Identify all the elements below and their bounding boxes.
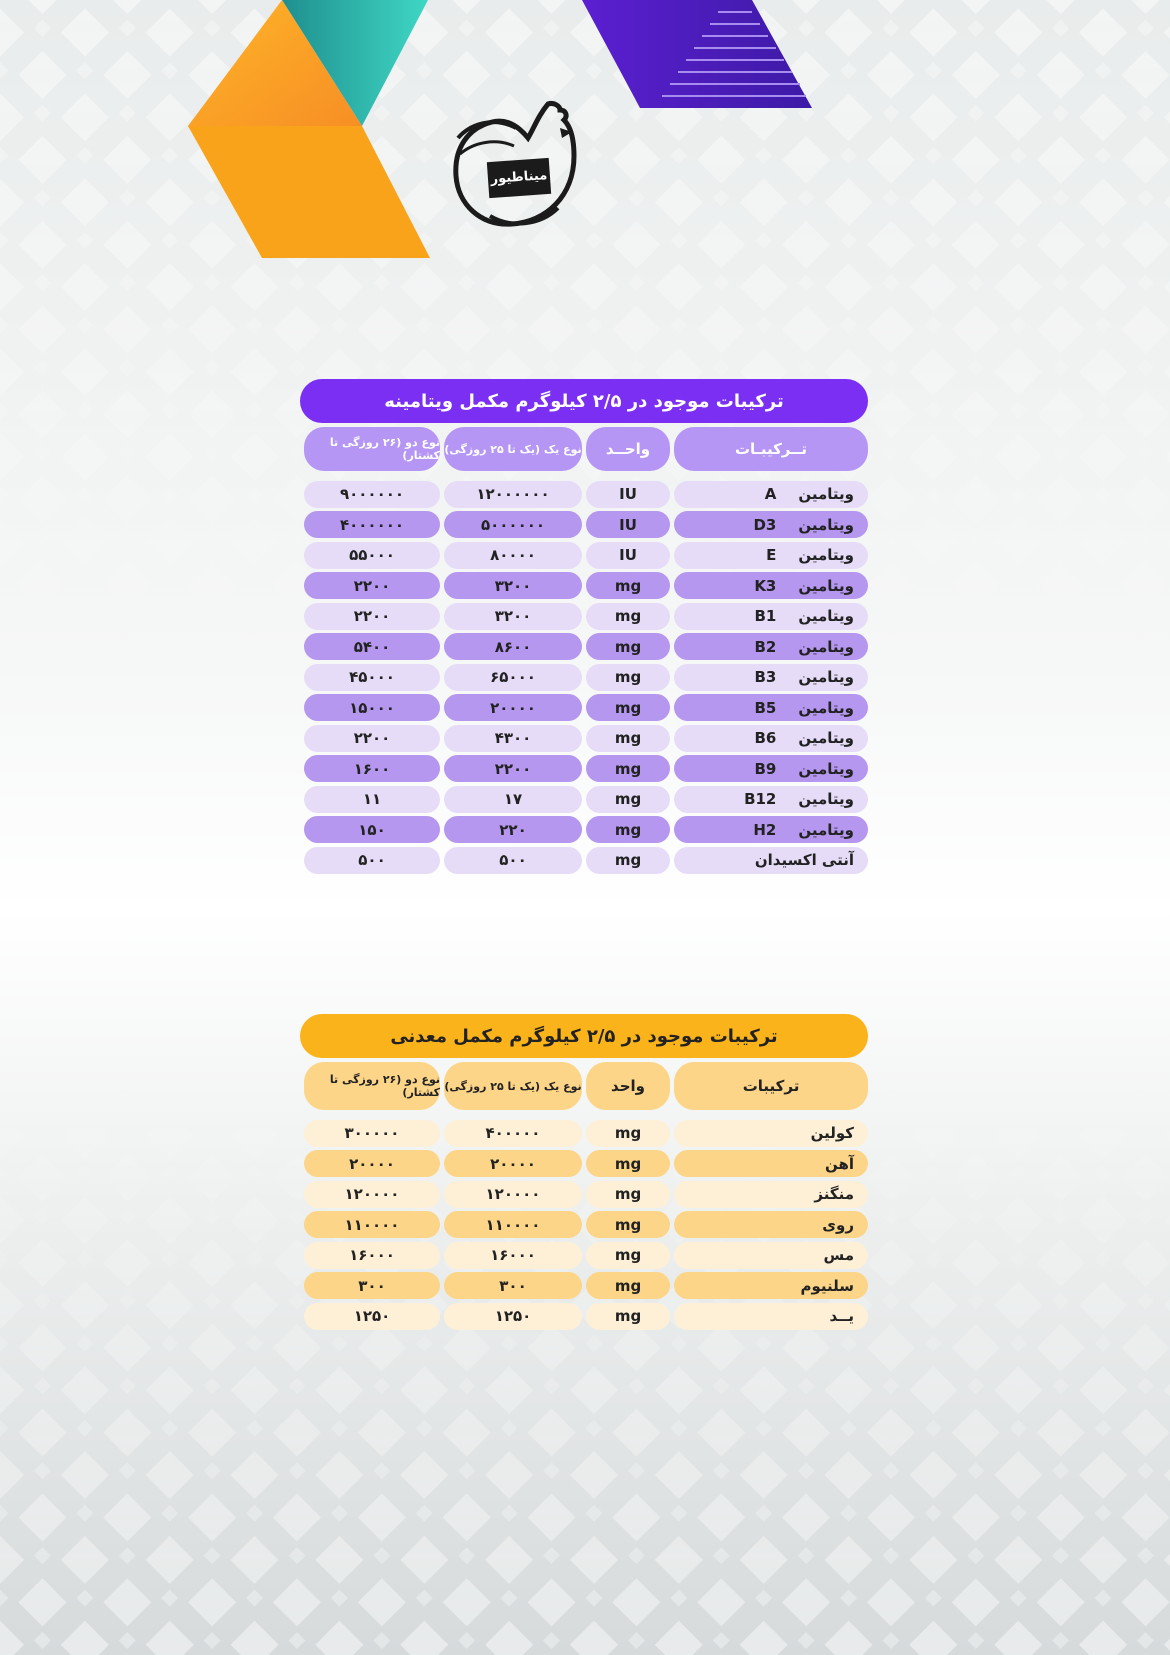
unit-cell: mg (586, 1242, 670, 1269)
unit-cell: mg (586, 847, 670, 874)
unit-cell: mg (586, 755, 670, 782)
component-cell (674, 481, 868, 508)
brand-name: میناطیور (487, 158, 551, 198)
component-code: B1 (754, 607, 777, 626)
component-name: مس (674, 1242, 868, 1269)
type-one-cell: ۱۱۰۰۰۰ (444, 1211, 582, 1238)
component-code: E (766, 546, 777, 565)
component-name: ویتامین (798, 485, 854, 504)
type-one-cell: ۸۶۰۰ (444, 633, 582, 660)
type-two-cell: ۱۵۰ (304, 816, 440, 843)
table-row (300, 1240, 868, 1271)
component-cell (674, 542, 868, 569)
vitamin-table-title: ترکیبات موجود در ۲/۵ کیلوگرم مکمل ویتامینه (300, 379, 868, 423)
component-name: ویتامین (798, 790, 854, 809)
type-one-cell: ۴۳۰۰ (444, 725, 582, 752)
component-name: ویتامین (798, 607, 854, 626)
type-one-cell: ۲۲۰ (444, 816, 582, 843)
component-name: ویتامین (798, 698, 854, 717)
table-row (300, 693, 868, 724)
component-code: B9 (754, 759, 777, 778)
type-two-cell: ۱۶۰۰۰ (304, 1242, 440, 1269)
component-code: H2 (753, 820, 777, 839)
component-name: ویتامین (798, 759, 854, 778)
type-one-cell: ۵۰۰۰۰۰۰ (444, 511, 582, 538)
component-name: ویتامین (798, 668, 854, 687)
type-one-cell: ۳۲۰۰ (444, 603, 582, 630)
type-two-cell: ۴۵۰۰۰ (304, 664, 440, 691)
type-one-cell: ۱۲۰۰۰۰ (444, 1181, 582, 1208)
component-name: ویتامین (798, 576, 854, 595)
component-code: B5 (754, 698, 777, 717)
unit-cell: mg (586, 664, 670, 691)
type-two-cell: ۵۴۰۰ (304, 633, 440, 660)
mineral-table-header (300, 1062, 868, 1110)
orange-lower-triangle (188, 126, 430, 258)
component-name: آهن (674, 1150, 868, 1177)
type-two-cell: ۲۰۰۰۰ (304, 1150, 440, 1177)
type-one-cell: ۵۰۰ (444, 847, 582, 874)
component-name: ویتامین (798, 637, 854, 656)
type-one-cell: ۲۰۰۰۰ (444, 1150, 582, 1177)
type-one-cell: ۶۵۰۰۰ (444, 664, 582, 691)
table-row (300, 1179, 868, 1210)
table-row (300, 1210, 868, 1241)
mineral-table (300, 1014, 868, 1332)
type-two-cell: ۵۰۰ (304, 847, 440, 874)
header-type-two: نوع دو (۲۶ روزگی تا کشتار) (304, 427, 440, 471)
type-one-cell: ۱۲۵۰ (444, 1303, 582, 1330)
table-row (300, 632, 868, 663)
unit-cell: mg (586, 603, 670, 630)
mineral-rows (300, 1118, 868, 1332)
component-cell (674, 786, 868, 813)
type-two-cell: ۴۰۰۰۰۰۰ (304, 511, 440, 538)
unit-cell: mg (586, 1303, 670, 1330)
component-name: آنتی اکسیدان (754, 851, 854, 870)
unit-cell: mg (586, 694, 670, 721)
component-cell (674, 725, 868, 752)
type-two-cell: ۹۰۰۰۰۰۰ (304, 481, 440, 508)
unit-cell: mg (586, 1211, 670, 1238)
unit-cell: IU (586, 481, 670, 508)
unit-cell: IU (586, 511, 670, 538)
type-one-cell: ۱۶۰۰۰ (444, 1242, 582, 1269)
type-two-cell: ۱۲۰۰۰۰ (304, 1181, 440, 1208)
table-row (300, 754, 868, 785)
table-row (300, 1271, 868, 1302)
table-row (300, 845, 868, 876)
unit-cell: mg (586, 633, 670, 660)
unit-cell: mg (586, 725, 670, 752)
header-type-one: نوع یک (یک تا ۲۵ روزگی) (444, 1062, 582, 1110)
table-row (300, 815, 868, 846)
component-cell (674, 572, 868, 599)
component-name: کولین (674, 1120, 868, 1147)
type-one-cell: ۱۲۰۰۰۰۰۰ (444, 481, 582, 508)
type-one-cell: ۲۲۰۰ (444, 755, 582, 782)
type-two-cell: ۱۱۰۰۰۰ (304, 1211, 440, 1238)
unit-cell: IU (586, 542, 670, 569)
component-code: B6 (754, 729, 777, 748)
table-row (300, 723, 868, 754)
table-row (300, 1301, 868, 1332)
type-one-cell: ۸۰۰۰۰ (444, 542, 582, 569)
table-row (300, 784, 868, 815)
component-cell (674, 511, 868, 538)
component-name: ویتامین (798, 729, 854, 748)
unit-cell: mg (586, 1272, 670, 1299)
header-type-two: نوع دو (۲۶ روزگی تا کشتار) (304, 1062, 440, 1110)
component-name: ویتامین (798, 820, 854, 839)
table-row (300, 571, 868, 602)
unit-cell: mg (586, 786, 670, 813)
component-code: B12 (744, 790, 777, 809)
type-one-cell: ۳۰۰ (444, 1272, 582, 1299)
component-cell (674, 755, 868, 782)
type-two-cell: ۱۶۰۰ (304, 755, 440, 782)
vitamin-rows (300, 479, 868, 876)
component-name: ویتامین (798, 546, 854, 565)
unit-cell: mg (586, 1120, 670, 1147)
table-row (300, 479, 868, 510)
type-two-cell: ۱۱ (304, 786, 440, 813)
component-name: ویتامین (798, 515, 854, 534)
component-cell (674, 816, 868, 843)
type-two-cell: ۱۲۵۰ (304, 1303, 440, 1330)
component-code: B3 (754, 668, 777, 687)
vitamin-table-header (300, 427, 868, 471)
type-one-cell: ۲۰۰۰۰ (444, 694, 582, 721)
type-two-cell: ۳۰۰ (304, 1272, 440, 1299)
table-row (300, 662, 868, 693)
type-one-cell: ۱۷ (444, 786, 582, 813)
component-name: منگنز (674, 1181, 868, 1208)
header-unit: واحــد (586, 427, 670, 471)
table-row (300, 1118, 868, 1149)
component-code: B2 (754, 637, 777, 656)
type-one-cell: ۳۲۰۰ (444, 572, 582, 599)
header-component: ترکیبات (674, 1062, 868, 1110)
type-two-cell: ۵۵۰۰۰ (304, 542, 440, 569)
component-cell (674, 603, 868, 630)
component-cell (674, 664, 868, 691)
component-code: A (764, 485, 777, 504)
component-code: K3 (754, 576, 777, 595)
type-two-cell: ۲۲۰۰ (304, 725, 440, 752)
type-two-cell: ۲۲۰۰ (304, 572, 440, 599)
component-name: یــد (674, 1303, 868, 1330)
unit-cell: mg (586, 1181, 670, 1208)
brand-logo (450, 98, 590, 234)
purple-triangle (582, 0, 812, 108)
type-two-cell: ۳۰۰۰۰۰ (304, 1120, 440, 1147)
header-type-one: نوع یک (یک تا ۲۵ روزگی) (444, 427, 582, 471)
unit-cell: mg (586, 816, 670, 843)
component-cell (674, 847, 868, 874)
vitamin-table (300, 379, 868, 876)
type-one-cell: ۴۰۰۰۰۰ (444, 1120, 582, 1147)
table-row (300, 510, 868, 541)
header-component: تــرکیبـات (674, 427, 868, 471)
unit-cell: mg (586, 572, 670, 599)
component-code: D3 (753, 515, 777, 534)
component-cell (674, 633, 868, 660)
table-row (300, 540, 868, 571)
component-cell (674, 694, 868, 721)
table-row (300, 601, 868, 632)
unit-cell: mg (586, 1150, 670, 1177)
component-name: سلنیوم (674, 1272, 868, 1299)
type-two-cell: ۲۲۰۰ (304, 603, 440, 630)
mineral-table-title: ترکیبات موجود در ۲/۵ کیلوگرم مکمل معدنی (300, 1014, 868, 1058)
table-row (300, 1149, 868, 1180)
type-two-cell: ۱۵۰۰۰ (304, 694, 440, 721)
component-name: روی (674, 1211, 868, 1238)
header-unit: واحد (586, 1062, 670, 1110)
